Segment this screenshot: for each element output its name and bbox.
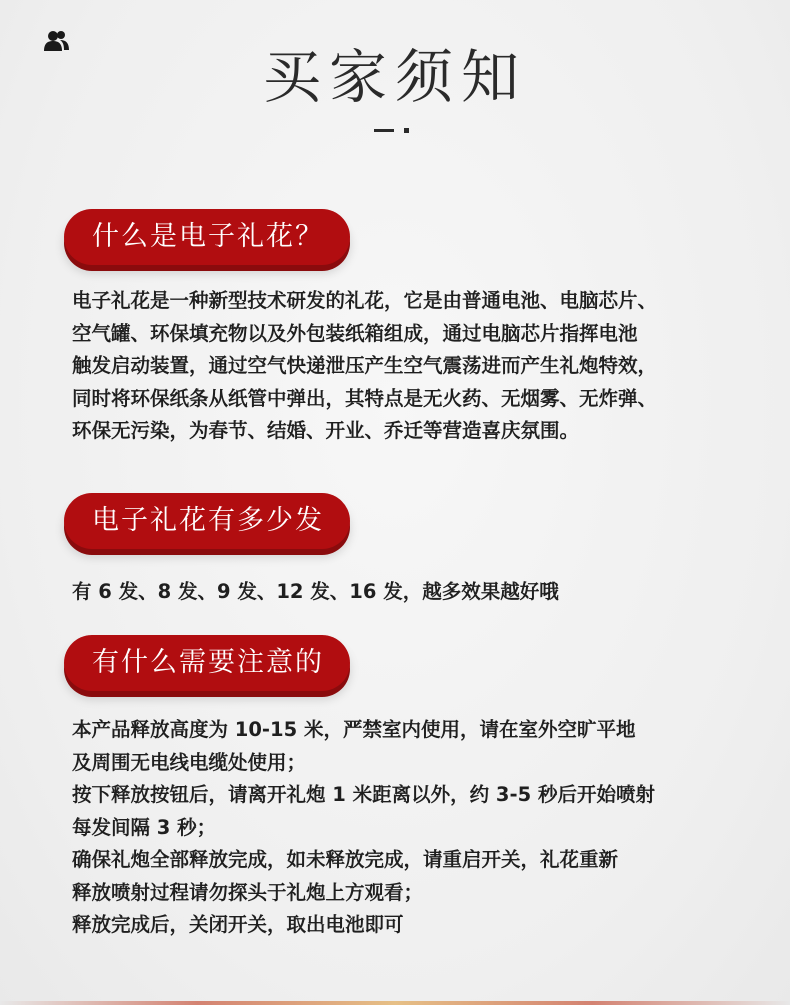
section-heading-shot-count: 电子礼花有多少发 xyxy=(64,493,350,549)
section-body-precautions xyxy=(72,714,655,942)
text-line: 每发间隔 3 秒； xyxy=(72,815,217,839)
title-divider xyxy=(374,129,394,132)
section-heading-what-is: 什么是电子礼花？ xyxy=(64,209,350,265)
section-heading-precautions: 有什么需要注意的 xyxy=(64,635,350,691)
title-divider-dot xyxy=(404,128,409,133)
text-line: 释放完成后，关闭开关，取出电池即可 xyxy=(72,913,404,936)
text-line: 同时将环保纸条从纸管中弹出，其特点是无火药、无烟雾、无炸弹、 xyxy=(72,386,658,410)
text-line: 电子礼花是一种新型技术研发的礼花，它是由普通电池、电脑芯片、 xyxy=(72,289,658,312)
text-line: 及周围无电线电缆处使用； xyxy=(72,750,307,774)
text-line: 释放喷射过程请勿探头于礼炮上方观看； xyxy=(72,880,424,904)
text-line: 触发启动装置，通过空气快递泄压产生空气震荡进而产生礼炮特效， xyxy=(72,354,658,377)
text-line: 有 6 发、8 发、9 发、12 发、16 发，越多效果越好哦 xyxy=(72,580,559,603)
text-line: 环保无污染，为春节、结婚、开业、乔迁等营造喜庆氛围。 xyxy=(72,419,580,442)
bottom-decor-strip xyxy=(0,1001,790,1005)
section-body-what-is xyxy=(72,285,657,448)
page-title: 买家须知 xyxy=(262,43,527,111)
text-line: 本产品释放高度为 10-15 米，严禁室内使用，请在室外空旷平地 xyxy=(72,718,636,741)
text-line: 按下释放按钮后，请离开礼炮 1 米距离以外，约 3-5 秒后开始喷射 xyxy=(72,783,655,806)
section-body-shot-count xyxy=(72,576,559,609)
text-line: 空气罐、环保填充物以及外包装纸箱组成，通过电脑芯片指挥电池 xyxy=(72,321,638,345)
text-line: 确保礼炮全部释放完成，如未释放完成，请重启开关，礼花重新 xyxy=(72,848,619,871)
